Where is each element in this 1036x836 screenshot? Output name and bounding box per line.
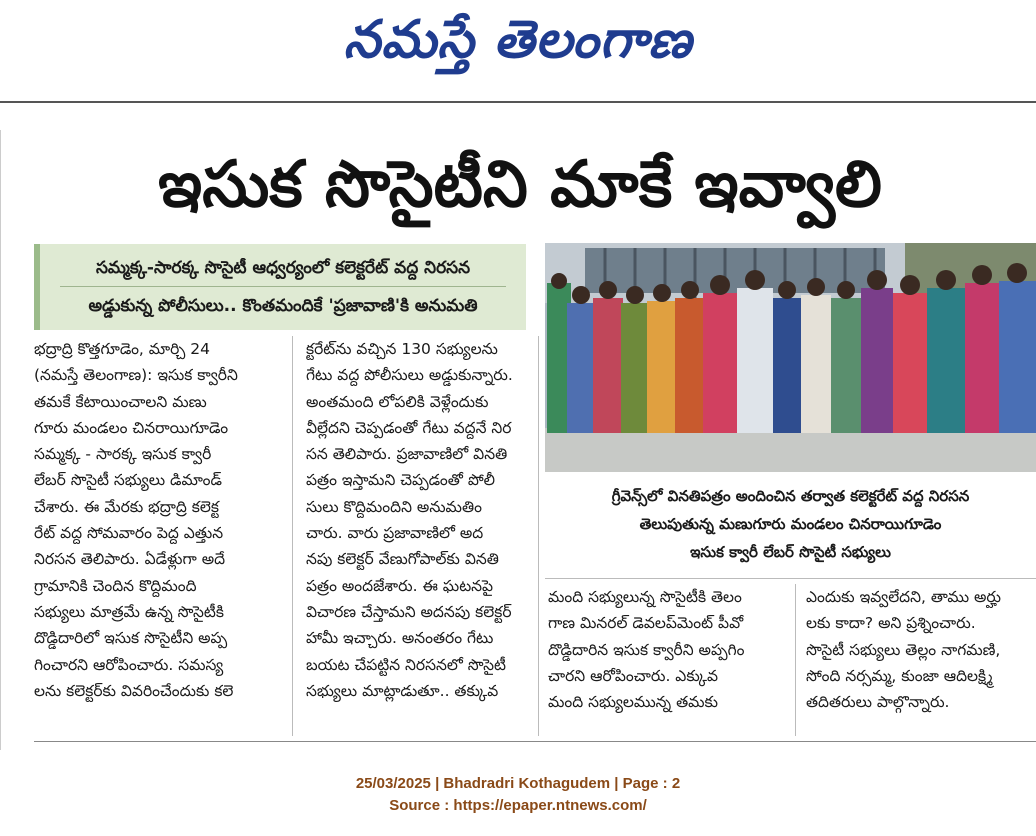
text-line: లకు కాదా? అని ప్రశ్నించారు. <box>806 614 976 633</box>
text-line: గించారని ఆరోపించారు. సమస్య <box>34 655 224 674</box>
column-rule <box>795 584 796 736</box>
caption-line: గ్రీవెన్స్‌లో వినతిపత్రం అందించిన తర్వాత కలెక్టరేట్ వద్ద నిరసన <box>611 487 970 505</box>
text-line: గాణ మినరల్ డెవలప్‌మెంట్ పీవో <box>548 614 744 633</box>
subheadline-divider <box>60 286 506 287</box>
subheadline-box <box>34 244 526 330</box>
text-line: పత్రం ఇస్తామని చెప్పడంతో పోలీ <box>306 471 495 490</box>
caption-line: తెలుపుతున్న మణుగూరు మండలం చినరాయిగూడెం <box>639 515 942 533</box>
text-line: లను కలెక్టర్‌కు వివరించేందుకు కలె <box>34 681 234 700</box>
text-line: సులు కొద్దిమందిని అనుమతిం <box>306 497 482 516</box>
column-rule <box>292 336 293 736</box>
photo-caption <box>545 474 1036 574</box>
text-line: అంతమంది లోపలికి వెళ్లేందుకు <box>306 392 489 411</box>
article-column-3 <box>548 584 784 715</box>
article-headline: ఇసుక సొసైటీని మాకే ఇవ్వాలి <box>158 148 882 222</box>
caption-line: ఇసుక క్వారీ లేబర్ సొసైటీ సభ్యులు <box>690 543 891 561</box>
text-line: గ్రామానికి చెందిన కొద్దిమంది <box>34 576 197 595</box>
text-line: నపు కలెక్టర్ వేణుగోపాల్‌కు వినతి <box>306 550 499 569</box>
text-line: తదితరులు పాల్గొన్నారు. <box>806 693 950 712</box>
text-line: వీల్లేదని చెప్పడంతో గేటు వద్దనే నిర <box>306 418 512 437</box>
text-line: (నమస్తే తెలంగాణ): ఇసుక క్వారీని <box>34 366 238 385</box>
text-line: మంది సభ్యులున్న సొసైటీకి తెలం <box>548 588 742 606</box>
text-line: సభ్యులు మాత్రమే ఉన్న సొసైటీకి <box>34 602 224 621</box>
text-line: చేశారు. ఈ మేరకు భద్రాద్రి కలెక్ట <box>34 497 219 516</box>
text-line: చారు. వారు ప్రజావాణిలో అద <box>306 524 484 543</box>
text-line: ఎందుకు ఇవ్వలేదని, తాము అర్హు <box>806 588 1001 606</box>
column-rule <box>538 336 539 736</box>
text-line: సన తెలిపారు. ప్రజావాణిలో వినతి <box>306 445 508 464</box>
newspaper-name: నమస్తే తెలంగాణ <box>343 10 693 70</box>
article-column-2 <box>306 336 526 704</box>
text-line: గేటు వద్ద పోలీసులు అడ్డుకున్నారు. <box>306 366 513 385</box>
text-line: హామీ ఇచ్చారు. అనంతరం గేటు <box>306 629 494 648</box>
text-line: పత్రం అందజేశారు. ఈ ఘటనపై <box>306 576 494 595</box>
text-line: మంది సభ్యులమున్న తమకు <box>548 693 719 712</box>
text-line: భద్రాద్రి కొత్తగూడెం, మార్చి 24 <box>34 340 210 358</box>
protest-photo <box>545 243 1036 472</box>
masthead-rule <box>0 101 1036 103</box>
article-column-1 <box>34 336 280 704</box>
text-line: దొడ్డిదారిలో ఇసుక సొసైటీని అప్ప <box>34 629 228 648</box>
article-column-4 <box>806 584 1036 715</box>
text-line: సోంది నర్సమ్మ, కుంజా ఆదిలక్ష్మి <box>806 666 993 685</box>
masthead <box>0 0 1036 102</box>
subheadline-line: సమ్మక్క-సారక్క సొసైటీ ఆధ్వర్యంలో కలెక్టరేట్ వద్ద నిరసన <box>95 258 471 278</box>
subheadline-line: అడ్డుకున్న పోలీసులు.. కొంతమందికే 'ప్రజావాణి'కి అనుమతి <box>88 296 478 316</box>
text-line: సమ్మక్క - సారక్క ఇసుక క్వారీ <box>34 445 212 464</box>
text-line: సొసైటీ సభ్యులు తెల్లం నాగమణి, <box>806 640 1001 659</box>
footer-date-edition: 25/03/2025 | Bhadradri Kothagudem | Page : 2 <box>355 775 681 792</box>
text-line: దొడ్డిదారిన ఇసుక క్వారీని అప్పగిం <box>548 640 745 659</box>
caption-rule <box>545 578 1036 579</box>
text-line: విచారణ చేస్తామని అదనపు కలెక్టర్ <box>306 602 512 621</box>
text-line: తమకే కేటాయించాలని మణు <box>34 392 207 411</box>
text-line: బయట చేపట్టిన నిరసనలో సొసైటీ <box>306 655 506 674</box>
text-line: రేట్ వద్ద సోమవారం పెద్ద ఎత్తున <box>34 524 224 543</box>
clip-border <box>0 130 1 750</box>
text-line: గూరు మండలం చినరాయిగూడెం <box>34 418 229 437</box>
text-line: సభ్యులు మాట్లాడుతూ.. తక్కువ <box>306 681 499 700</box>
text-line: నిరసన తెలిపారు. ఏడేళ్లుగా అదే <box>34 550 226 569</box>
text-line: చారని ఆరోపించారు. ఎక్కువ <box>548 666 719 685</box>
text-line: క్టరేట్‌ను వచ్చిన 130 సభ్యులను <box>306 340 498 358</box>
footer-source: Source : https://epaper.ntnews.com/ <box>389 797 647 814</box>
clip-bottom-rule <box>34 741 1036 742</box>
text-line: లేబర్ సొసైటీ సభ్యులు డిమాండ్ <box>34 471 222 490</box>
